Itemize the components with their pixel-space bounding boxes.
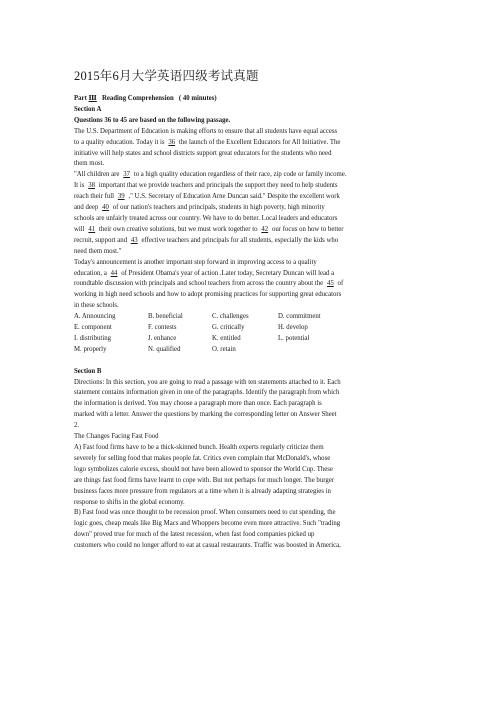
passage-line: business faces more pressure from regulators at a time when it is already adapting strategies in	[74, 487, 331, 495]
passage-line	[74, 192, 422, 203]
word-bank-row	[74, 312, 422, 323]
passage-line	[74, 203, 422, 214]
directions-line: the information is derived. You may choose a paragraph more than once. Each paragraph is	[74, 400, 322, 408]
passage-line	[74, 138, 422, 149]
section-a-paragraph-2	[74, 170, 422, 257]
part-name: Reading Comprehension	[101, 95, 174, 102]
passage-line: severely for selling food that makes people fat. Critics even complain that McDonald's, whose	[74, 454, 331, 462]
section-a-paragraph-1	[74, 127, 422, 171]
word-option: O. retain	[212, 345, 236, 353]
answer-blank: 39	[117, 193, 125, 201]
answer-blank: 42	[261, 225, 269, 233]
text-segment: will	[74, 225, 87, 233]
answer-blank: 37	[123, 171, 131, 179]
passage-line: Today's announcement is another important step forward in improving access to a quality	[74, 258, 317, 266]
text-segment: of President Obama's year of action .Later today, Secretary Duncan will lead a	[119, 269, 335, 277]
word-option: C. challenges	[212, 313, 249, 321]
answer-blank: 41	[88, 225, 96, 233]
passage-line: need them most."	[74, 247, 122, 255]
directions-line: marked with a letter. Answer the questions by marking the corresponding letter on Answer Sheet	[74, 411, 337, 419]
answer-blank: 43	[130, 236, 138, 244]
directions-line: statement contains information given in one of the paragraphs. Identify the paragraph from which	[74, 389, 340, 397]
text-segment: to a high quality education regardless of their race, zip code or family income.	[132, 171, 347, 179]
word-bank	[74, 312, 422, 356]
part-number: Ⅲ	[88, 95, 97, 102]
word-option: N. qualified	[148, 345, 181, 353]
text-segment: education, a	[74, 269, 109, 277]
text-segment: roundtable discussion with principals and school teachers from across the country about the	[74, 280, 325, 288]
passage-line: B) Fast food was once thought to be recession proof. When consumers need to cut spending, the	[74, 509, 336, 517]
word-option: M. properly	[74, 345, 107, 353]
text-segment: the launch of the Excellent Educators for All Initiative. The	[177, 138, 341, 146]
passage-line: are things fast food firms have learnt to cope with. But not perhaps for much longer. The burger	[74, 476, 335, 484]
word-option: F. contests	[148, 324, 177, 332]
word-bank-row	[74, 334, 422, 345]
document-page	[74, 66, 422, 552]
word-option: J. enhance	[148, 334, 177, 342]
section-b-directions	[74, 378, 422, 433]
passage-title: The Changes Facing Fast Food	[74, 433, 159, 441]
passage-line	[74, 236, 422, 247]
passage-line	[74, 181, 422, 192]
page-title: 2015年6月大学英语四级考试真题	[74, 69, 259, 83]
section-a-label: Section A	[74, 105, 102, 113]
part-header	[74, 94, 422, 105]
word-bank-row	[74, 323, 422, 334]
passage-line	[74, 170, 422, 181]
text-segment: reach their full	[74, 193, 116, 201]
answer-blank: 36	[168, 138, 176, 146]
passage-line: logic goes, cheap meals like Big Macs and Whoppers become even more attractive. Such "trading	[74, 520, 341, 528]
text-segment: recruit, support and	[74, 236, 129, 244]
directions-line: Directions: In this section, you are going to read a passage with ten statements attached to it. Each	[74, 378, 341, 386]
text-segment: effective teachers and principals for all students, especially the kids who	[139, 236, 339, 244]
text-segment: their own creative solutions, but we must work together to	[97, 225, 260, 233]
text-segment: important that we provide teachers and principals the support they need to help students	[97, 182, 338, 190]
word-option: E. component	[74, 324, 112, 332]
text-segment: of	[335, 280, 344, 288]
word-option: I. distributing	[74, 334, 112, 342]
word-option: G. critically	[212, 324, 245, 332]
passage-line	[74, 269, 422, 280]
passage-line: The U.S. Department of Education is making efforts to ensure that all students have equal access	[74, 127, 338, 135]
passage-line: initiative will help states and school districts support great educators for the students who need	[74, 149, 332, 157]
passage-line: down" proved true for much of the latest recession, when fast food companies picked up	[74, 531, 315, 539]
answer-blank: 45	[326, 280, 334, 288]
text-segment: "All children are	[74, 171, 122, 179]
text-segment: ," U.S. Secretary of Education Arne Duncan said." Despite the excellent work	[126, 193, 340, 201]
text-segment: It is	[74, 182, 87, 190]
passage-line: schools are unfairly treated across our country. We have to do better. Local leaders and educators	[74, 214, 338, 222]
answer-blank: 38	[88, 182, 95, 190]
section-a-instruction: Questions 36 to 45 are based on the following passage.	[74, 116, 231, 124]
passage-line: customers who could no longer afford to eat at casual restaurants. Traffic was boosted in America,	[74, 542, 341, 550]
word-option: D. commitment	[278, 313, 321, 321]
text-segment: our focus on how to better	[270, 225, 344, 233]
word-option: B. beneficial	[148, 313, 183, 321]
passage-line: A) Fast food firms have to be a thick-skinned bunch. Health experts regularly criticize them	[74, 443, 324, 451]
text-segment: and deep	[74, 204, 101, 212]
word-option: H. develop	[278, 324, 308, 332]
passage-line: working in high need schools and how to adopt promising practices for supporting great educators	[74, 291, 342, 299]
word-option: A. Announcing	[74, 313, 116, 321]
passage-line	[74, 279, 422, 290]
part-time: ( 40 minutes)	[178, 95, 217, 102]
part-label: Part	[74, 95, 87, 102]
section-b-label: Section B	[74, 367, 102, 375]
text-segment: of our nation's teachers and principals, students in high poverty, high minority	[111, 204, 325, 212]
answer-blank: 44	[110, 269, 118, 277]
section-a-paragraph-3	[74, 258, 422, 313]
answer-blank: 40	[102, 204, 109, 212]
passage-line: in these schools.	[74, 302, 119, 310]
directions-line: 2.	[74, 422, 80, 430]
passage-paragraph-a	[74, 443, 422, 508]
passage-paragraph-b	[74, 508, 422, 552]
passage-line: response to shifts in the global economy.	[74, 498, 185, 506]
text-segment: to a quality education. Today it is	[74, 138, 167, 146]
passage-line: them most.	[74, 160, 105, 168]
word-option: L. potential	[278, 334, 310, 342]
passage-line	[74, 225, 422, 236]
word-bank-row	[74, 345, 422, 356]
word-option: K. entitled	[212, 334, 241, 342]
passage-line: logo symbolizes calorie excess, should not have been allowed to sponsor the World Cup. These	[74, 465, 333, 473]
